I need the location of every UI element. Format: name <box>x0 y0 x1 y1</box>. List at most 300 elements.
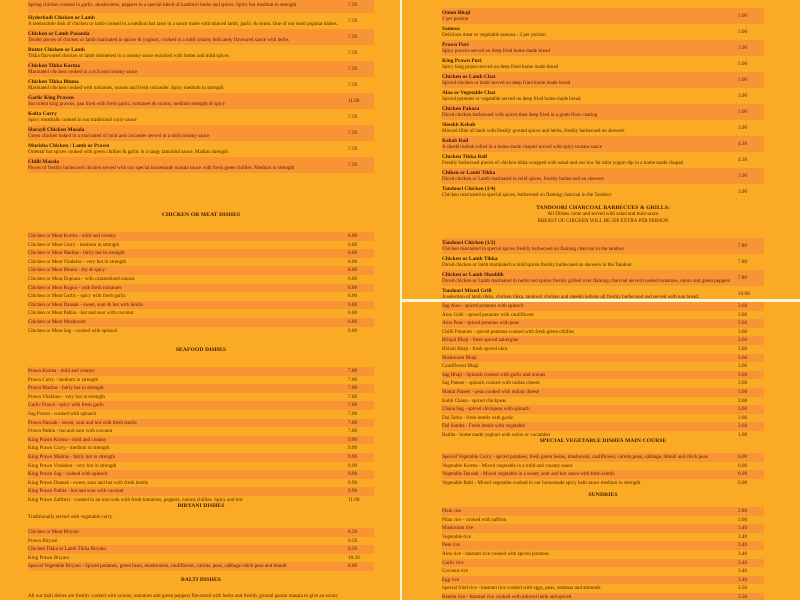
menu-item <box>28 554 374 563</box>
dish-price: 3.40 <box>738 568 748 575</box>
dish-price: 3.00 <box>738 13 748 19</box>
dish-name: Coconut rice <box>442 568 469 575</box>
dish-name: Mushroom Bhaji <box>442 354 477 361</box>
menu-item-text <box>28 2 344 8</box>
dish-name: King Prawn Puri <box>442 57 482 64</box>
dish-name: Chicken or Lamb Pasanda <box>28 30 90 37</box>
dish-price: 3.60 <box>738 320 748 327</box>
menu-item-text <box>442 90 734 103</box>
dish-name: Prawn Vindaloo - very hot in strength <box>28 393 105 400</box>
section-title: TANDOORI CHARCOAL BARBECUES & GRILLS: <box>536 205 670 211</box>
dish-price: 3.40 <box>738 550 748 557</box>
dish-price: 3.00 <box>738 77 748 83</box>
menu-item <box>442 541 764 550</box>
menu-item <box>442 184 764 200</box>
dish-name: King Prawn Sag - cooked with spinach <box>28 471 108 478</box>
chicken-meat-list <box>28 232 374 335</box>
dish-description: Chicken marinated in special spices freshly barbecued on flaming charcoal in the tandoor <box>442 246 625 252</box>
menu-item <box>442 319 764 328</box>
dish-price: 7.00 <box>348 368 358 374</box>
dish-price: 3.60 <box>738 345 748 352</box>
menu-item <box>442 388 764 397</box>
dish-name: Special Vegetable Curry - spiced potatoes, fresh green beans, mushroom, cauliflower, carrots,peas, cabbage, bhindi and chick peas <box>442 454 708 460</box>
right-bottom-menu-pane[interactable] <box>402 302 800 600</box>
menu-item-text <box>442 170 734 183</box>
dish-name: Bhindi Bhaji - fresh spiced okra <box>442 345 508 352</box>
menu-item <box>442 462 764 471</box>
dish-price: 7.50 <box>348 146 358 152</box>
menu-item <box>442 533 764 542</box>
dish-name: Chicken or Lamb Shashlik <box>442 271 504 278</box>
special-veg-list <box>442 453 764 487</box>
dish-price: 7.50 <box>348 114 358 120</box>
dish-name: Murisha Chicken / Lamb or Prawn <box>28 142 110 149</box>
dish-price: 5.00 <box>738 61 748 67</box>
dish-name: Garlic King Prawns <box>28 94 75 101</box>
dish-price: 9.50 <box>348 546 358 553</box>
menu-item-text <box>442 10 734 23</box>
dish-name: Prawn Korma - mild and creamy <box>28 368 95 374</box>
right-top-menu-pane[interactable] <box>402 0 800 299</box>
dish-name: Chicken or Meat Rogon - with fresh tomatoes <box>28 284 122 291</box>
dish-name: Chicken or Meat Mushroom <box>28 318 86 325</box>
dish-description: Diced chicken or Lamb marinated in mild spices, freshly barbecued on skewers <box>442 176 605 182</box>
dish-price: 6.00 <box>738 462 748 469</box>
dish-price: 7.80 <box>738 259 748 265</box>
dish-name: King Prawn Biryani <box>28 554 70 561</box>
dish-price: 3.60 <box>738 303 748 309</box>
menu-item <box>442 56 764 72</box>
sundries-list <box>442 507 764 600</box>
dish-price: 9.90 <box>348 471 358 478</box>
dish-price: 3.90 <box>738 93 748 99</box>
dish-description: Diced chicken or Lamb marinated in herbs and spices freshly grilled over flaming charcoal served roasted tomatoes, onion and green peppers <box>442 278 731 284</box>
dish-name: Keema rice - basmati rice cooked with minced lamb and spiced <box>442 593 572 600</box>
menu-item-text <box>442 272 734 285</box>
starters-list <box>442 8 764 200</box>
menu-item <box>28 562 374 571</box>
dish-name: Brinjal Bhaji - fresh spiced aubergine <box>442 337 519 344</box>
dish-price: 3.60 <box>738 354 748 361</box>
menu-item <box>28 284 374 293</box>
menu-item <box>442 516 764 525</box>
menu-item <box>442 453 764 462</box>
menu-item-text <box>442 26 734 39</box>
dish-price: 6.00 <box>348 258 358 265</box>
menu-item <box>442 593 764 600</box>
dish-description: Minced fillet of lamb with freshly ground spices and herbs, freshly barbecued on skewers <box>442 128 625 134</box>
menu-item <box>28 45 374 61</box>
menu-item-text <box>28 15 344 28</box>
dish-price: 9.90 <box>348 436 358 443</box>
dish-price: 3.40 <box>738 576 748 583</box>
dish-name: Prawn Pathia - hot and sour with coconut <box>28 428 113 435</box>
dish-price: 6.00 <box>348 310 358 317</box>
sundries-section <box>442 492 764 600</box>
dish-price: 7.50 <box>348 130 358 136</box>
dish-name: Chicken or Lamb Chat <box>442 73 496 80</box>
menu-item-text <box>28 111 344 124</box>
dish-name: Vegetable rice <box>442 533 471 540</box>
dish-price: 9.90 <box>348 462 358 469</box>
menu-item <box>28 487 374 496</box>
dish-price: 2.80 <box>738 508 748 514</box>
dish-price: 7.50 <box>348 162 358 168</box>
menu-item <box>28 109 374 125</box>
dish-price: 6.00 <box>348 250 358 257</box>
dish-name: King Prawn Vindaloo - very hot in strength <box>28 462 117 469</box>
menu-item <box>28 13 374 29</box>
menu-item <box>442 379 764 388</box>
dish-name: Prawn Dansak - sweet, sour and hot with fresh lentils <box>28 419 137 426</box>
biryani-note: Traditionally served with vegetable curry <box>28 514 113 520</box>
dish-description: Spiced potatoes or vegetable served on deep fried home made bread <box>442 96 581 102</box>
dish-name: King Prawn Curry - medium in strength <box>28 445 110 452</box>
dish-price: 6.00 <box>348 318 358 325</box>
dish-price: 6.00 <box>348 267 358 274</box>
dish-description: Spicy prawns served on deep fried home made bread <box>442 48 550 54</box>
dish-name: Tandoori Mixed Grill <box>442 287 492 294</box>
dish-price: 7.00 <box>348 402 358 409</box>
dish-description: Freshly barbecued pieces of chicken tikka wrapped with salad and our low fat mint yogurt dip in a home made chapati <box>442 160 684 166</box>
tandoori-subtitle: All Dishes come and served with salad and mint sauce <box>547 211 659 217</box>
dish-price: 9.90 <box>348 445 358 452</box>
dish-price: 6.00 <box>348 241 358 248</box>
menu-item-text <box>442 186 734 199</box>
menu-item <box>28 444 374 453</box>
dish-name: King Prawn Zalfrezi - cooked in an iron wok with fresh tomatoes, peppers, onions chillies. Spicy and hot <box>28 496 243 503</box>
dish-name: Vegetable Balti - Mixed vegetable cooked in our homemade spicy balti sauce medium in strength <box>442 479 641 486</box>
dish-description: Spicy meatballs cooked in our traditional curry sauce <box>28 117 137 123</box>
menu-item <box>442 479 764 488</box>
dish-price: 7.50 <box>348 66 358 72</box>
menu-item <box>28 249 374 258</box>
dish-price: 1.60 <box>738 431 748 438</box>
menu-item <box>28 157 374 173</box>
menu-item <box>28 327 374 336</box>
menu-item <box>28 232 374 241</box>
dish-name: King Prawn Pathia - hot and sour with coconut <box>28 488 124 495</box>
dish-name: Chicken Tikka Korma <box>28 62 80 69</box>
tandoori-list <box>442 238 764 299</box>
dish-name: Chilli Masala <box>28 158 59 165</box>
dish-name: Sheekh Kebab <box>442 121 476 128</box>
menu-item-text <box>442 122 734 135</box>
dish-name: Chicken or Lamb Tikka <box>442 255 498 262</box>
dish-name: Tandoori Chicken (1/4) <box>442 185 496 192</box>
dish-price: 8.50 <box>348 529 358 535</box>
biryani-list <box>28 528 374 571</box>
menu-item-text <box>442 106 734 119</box>
dish-name: Sag Aloo - spiced potatoes with spinach <box>442 303 524 309</box>
menu-item-text <box>28 63 344 76</box>
menu-item <box>28 419 374 428</box>
dish-name: Chicken or Meat Vindaloo - very hot in strength <box>28 258 127 265</box>
menu-item <box>28 77 374 93</box>
menu-item-text <box>442 74 734 87</box>
dish-description: 2 per portion <box>442 16 469 22</box>
menu-item-text <box>28 95 344 108</box>
menu-item-text <box>442 154 734 167</box>
dish-name: Chana Sag - spiced chickpeas with spinach <box>442 406 530 413</box>
dish-name: King Prawn Korma - mild and creamy <box>28 436 107 443</box>
dish-price: 3.60 <box>738 337 748 344</box>
dish-name: Aloo or Vegetable Chat <box>442 89 496 96</box>
menu-item <box>28 545 374 554</box>
menu-item-text <box>28 159 344 172</box>
dish-name: Sag Paneer - spinach cooked with indian cheese <box>442 380 540 387</box>
dish-name: Chicken or Meat Bhuna - dry & spicy <box>28 267 106 274</box>
dish-price: 3.60 <box>738 397 748 404</box>
menu-item <box>28 93 374 109</box>
dish-price: 7.80 <box>738 243 748 249</box>
menu-item <box>442 168 764 184</box>
menu-item <box>442 311 764 320</box>
dish-description: Diced chicken or lamb marinated in mild spices freshly barbecued on skewers in the Tandoor <box>442 262 632 268</box>
dish-price: 3.00 <box>738 29 748 35</box>
dish-price: 7.50 <box>348 18 358 24</box>
dish-name: King Prawn Dansak - sweet, sour and hot with fresh lentils <box>28 479 149 486</box>
dish-name: Chicken or Meat Korma - mild and creamy <box>28 233 117 239</box>
balti-section <box>28 577 374 600</box>
section-title: SPECIAL VEGETABLE DISHES MAIN COURSE <box>539 438 667 444</box>
section-title: BIRYANI DISHES <box>177 503 225 509</box>
dish-name: Aloo Peas - spiced potatoes with peas <box>442 320 519 327</box>
dish-price: 7.50 <box>348 2 358 8</box>
menu-item <box>442 104 764 120</box>
dish-price: 3.60 <box>738 406 748 413</box>
dish-name: Mattar Paneer - peas cooked with indian cheese <box>442 388 540 395</box>
menu-item <box>442 576 764 585</box>
dish-price: 3.50 <box>738 585 748 592</box>
dish-price: 3.60 <box>738 423 748 430</box>
menu-item <box>28 275 374 284</box>
dish-name: Chicken or Meat Garlic - spicy with fresh garlic <box>28 293 126 300</box>
menu-item <box>442 24 764 40</box>
menu-item <box>28 384 374 393</box>
menu-item <box>442 286 764 299</box>
menu-item <box>442 524 764 533</box>
dish-price: 4.30 <box>738 141 748 147</box>
dish-price: 3.90 <box>738 125 748 131</box>
dish-price: 7.50 <box>348 50 358 56</box>
dish-description: Tender pieces of chicken or lamb marinated in spices & yoghurt, cooked in a mild creamy delicately flavoured sauce with herbs <box>28 37 289 43</box>
dish-name: Samosa <box>442 25 460 32</box>
dish-price: 7.50 <box>348 34 358 40</box>
menu-item <box>28 141 374 157</box>
dish-name: Peas rice <box>442 542 461 549</box>
dish-price: 7.00 <box>348 393 358 400</box>
dish-description: Pieces of freshly barbecued chicken served with our special homemade masala sauce with fresh green chillies. Medium in strength <box>28 165 295 171</box>
dish-price: 3.40 <box>738 525 748 532</box>
dish-price: 3.60 <box>738 371 748 378</box>
dish-price: 6.00 <box>738 479 748 486</box>
dish-price: 3.60 <box>738 311 748 318</box>
dish-price: 3.60 <box>738 414 748 421</box>
menu-item <box>442 120 764 136</box>
menu-item <box>28 470 374 479</box>
dish-name: Chicken Tikka Roll <box>442 153 488 160</box>
dish-name: Garlic Prawn - spicy with fresh garlic <box>28 402 105 409</box>
menu-item <box>28 258 374 267</box>
dish-name: Mushroom rice <box>442 525 474 532</box>
dish-description: Chicken marinated in special spices, barbecued on flaming charcoal in the Tandoor <box>442 192 612 198</box>
menu-item <box>442 72 764 88</box>
dish-price: 8.00 <box>348 563 358 570</box>
dish-name: Chicken Tikka or Lamb Tikka Biryani <box>28 546 106 553</box>
menu-item <box>28 453 374 462</box>
menu-item <box>442 8 764 24</box>
menu-item <box>28 292 374 301</box>
dish-name: Prawn Curry - medium in strength <box>28 376 99 383</box>
menu-item <box>442 371 764 380</box>
dish-price: 3.50 <box>738 593 748 600</box>
dish-price: 4.30 <box>738 157 748 163</box>
menu-item <box>442 559 764 568</box>
dish-name: Kebab Roll <box>442 137 469 144</box>
dish-price: 7.00 <box>348 428 358 435</box>
dish-name: Chiken or Lamb Tikka <box>442 169 496 176</box>
dish-price: 9.90 <box>348 488 358 495</box>
menu-item-text <box>442 256 734 269</box>
dish-name: Chilli Potatoes - spiced potatoes cooked with fresh green chillies <box>442 328 574 335</box>
dish-price: 10.00 <box>738 291 750 297</box>
dish-name: Egg rice <box>442 576 460 583</box>
dish-name: Tandoori Chicken (1/2) <box>442 239 496 246</box>
dish-price: 3.40 <box>738 542 748 549</box>
dish-price: 3.60 <box>738 380 748 387</box>
special-veg-section <box>442 438 764 487</box>
dish-name: Raitha - home made yoghurt with onion or cucumber <box>442 431 551 438</box>
dish-name: Chicken or Meat Curry - medium in strength <box>28 241 120 248</box>
menu-item <box>28 61 374 77</box>
menu-item <box>442 345 764 354</box>
dish-description: A sheekh kebab rolled in a home made chapati served with spicy tomato sauce <box>442 144 602 150</box>
dish-price: 3.60 <box>738 388 748 395</box>
seafood-section <box>28 347 374 505</box>
dish-name: Dal Samba - Fresh lentils with vegetable <box>442 423 525 430</box>
menu-item <box>442 136 764 152</box>
menu-item <box>442 584 764 593</box>
dish-name: Aloo rice - basmati rice cooked with spiced potatoes <box>442 550 549 557</box>
menu-item <box>28 309 374 318</box>
dish-name: Chicken or Meat Dansak - sweet, sour & hot with lentils <box>28 301 144 308</box>
dish-price: 6.00 <box>348 301 358 308</box>
dish-price: 3.90 <box>738 45 748 51</box>
dish-name: Prawn Puri <box>442 41 469 48</box>
dish-price: 6.00 <box>348 275 358 282</box>
dish-name: Chicken or Meat Madras - fairly hot in strength <box>28 250 125 257</box>
dish-price: 6.00 <box>348 327 358 334</box>
dish-name: Hyderbadi Chicken or Lamb <box>28 14 95 21</box>
dish-price: 3.60 <box>738 328 748 335</box>
dish-name: Plain rice <box>442 508 462 514</box>
dish-name: Kofta Curry <box>28 110 57 117</box>
dish-price: 7.00 <box>348 376 358 383</box>
menu-item <box>28 479 374 488</box>
dish-name: Harayli Chicken Masala <box>28 126 85 133</box>
dish-name: Sag Bhaji - Spinach cooked with garlic and onions <box>442 371 546 378</box>
dish-name: Vegetable Dansak - Mixed vegetable in a sweet, sour and hot sauce with fresh lentils <box>442 471 615 478</box>
dish-price: 11.00 <box>348 98 360 104</box>
dish-price: 3.40 <box>738 533 748 540</box>
dish-description: Spiced chicken or lamb served on deep fried home made bread <box>442 80 571 86</box>
dish-price: 7.00 <box>348 385 358 392</box>
dish-description: Spring chicken cooked in garlic, mushrooms, peppers in a special blend of kashmiri herbs and spices. Spicy but medium in strength. <box>28 1 298 8</box>
menu-item <box>28 528 374 537</box>
menu-item <box>28 301 374 310</box>
dish-price: 3.90 <box>738 189 748 195</box>
menu-item <box>442 328 764 337</box>
chicken-meat-section <box>28 212 374 335</box>
dish-price: 9.50 <box>348 537 358 544</box>
menu-item <box>28 318 374 327</box>
menu-item <box>442 254 764 270</box>
menu-item-text <box>442 240 734 253</box>
menu-item <box>28 410 374 419</box>
menu-item <box>442 88 764 104</box>
dish-name: Special fried rice - basmati rice cooked with eggs, peas, sultanas and almonds <box>442 585 601 592</box>
dish-price: 7.00 <box>348 419 358 426</box>
dish-name: Sag Prawn - cooked with spinach <box>28 410 97 417</box>
dish-name: Cauliflower Bhaji <box>442 363 479 370</box>
dish-description: A memorable dish of chicken or lamb cooked to a medium hot taste in a sauce made with minced lamb, garlic & onion. One of our most popular dishes. <box>28 21 338 27</box>
dish-description: Diced chicken barbecued with spices then deep fried in a gram flour coating <box>442 112 598 118</box>
menu-item-text <box>442 288 734 299</box>
biryani-section <box>28 503 374 571</box>
dish-name: Chicken Tikka Bhuna <box>28 78 79 85</box>
menu-item <box>28 0 374 13</box>
menu-item-text <box>28 31 344 44</box>
dish-description: Marinated chicken cooked in a rich and creamy sauce <box>28 69 138 75</box>
dish-name: Pilau rice - cooked with saffron <box>442 516 507 523</box>
dish-price: 3.90 <box>738 173 748 179</box>
dish-name: Onion Bhaji <box>442 9 471 16</box>
dish-name: Dal Tarka - fresh lentils with garlic <box>442 414 514 421</box>
dish-price: 3.00 <box>738 109 748 115</box>
section-title: SUNDRIES <box>588 492 618 498</box>
section-title: BALTI DISHES <box>180 577 221 583</box>
dish-price: 6.00 <box>348 293 358 300</box>
menu-item-text <box>442 42 734 55</box>
dish-description: Marinated chicken cooked with tomatoes, onions and fresh coriander. Spicy medium in strength <box>28 85 224 91</box>
seafood-list <box>28 367 374 505</box>
dish-description: Tikka flavoured chicken or lamb simmered in a creamy sauce enriched with butter and mild spices <box>28 53 229 59</box>
dish-name: Chicken or Meat Dopiaza - with caramelized onions <box>28 275 135 282</box>
dish-description: Delicious meat or vegetable samosa - 2 per portion <box>442 32 546 38</box>
menu-item <box>442 414 764 423</box>
dish-price: 7.00 <box>348 410 358 417</box>
menu-item <box>442 405 764 414</box>
dish-name: Special Vegetable Biryani - Spiced potatoes, green bean, mushrooms, cauliflower, carrots, peas, cabbage chick peas and bhindi <box>28 563 287 570</box>
menu-item <box>28 241 374 250</box>
dish-price: 6.00 <box>348 233 358 239</box>
dish-name: Prawn Biryani <box>28 537 58 544</box>
menu-item <box>442 422 764 431</box>
menu-item <box>442 270 764 286</box>
dish-name: Chicken Pakora <box>442 105 480 112</box>
dish-name: Chicken or Meat Sag - cooked with spinach <box>28 327 118 334</box>
menu-item <box>442 550 764 559</box>
menu-item <box>442 336 764 345</box>
menu-item <box>442 302 764 311</box>
menu-item-text <box>28 143 344 156</box>
dish-name: Prawn Madras - fairly hot in strength <box>28 385 104 392</box>
dish-price: 7.50 <box>348 82 358 88</box>
menu-item <box>442 40 764 56</box>
dish-price: 9.90 <box>348 453 358 460</box>
menu-item <box>442 567 764 576</box>
